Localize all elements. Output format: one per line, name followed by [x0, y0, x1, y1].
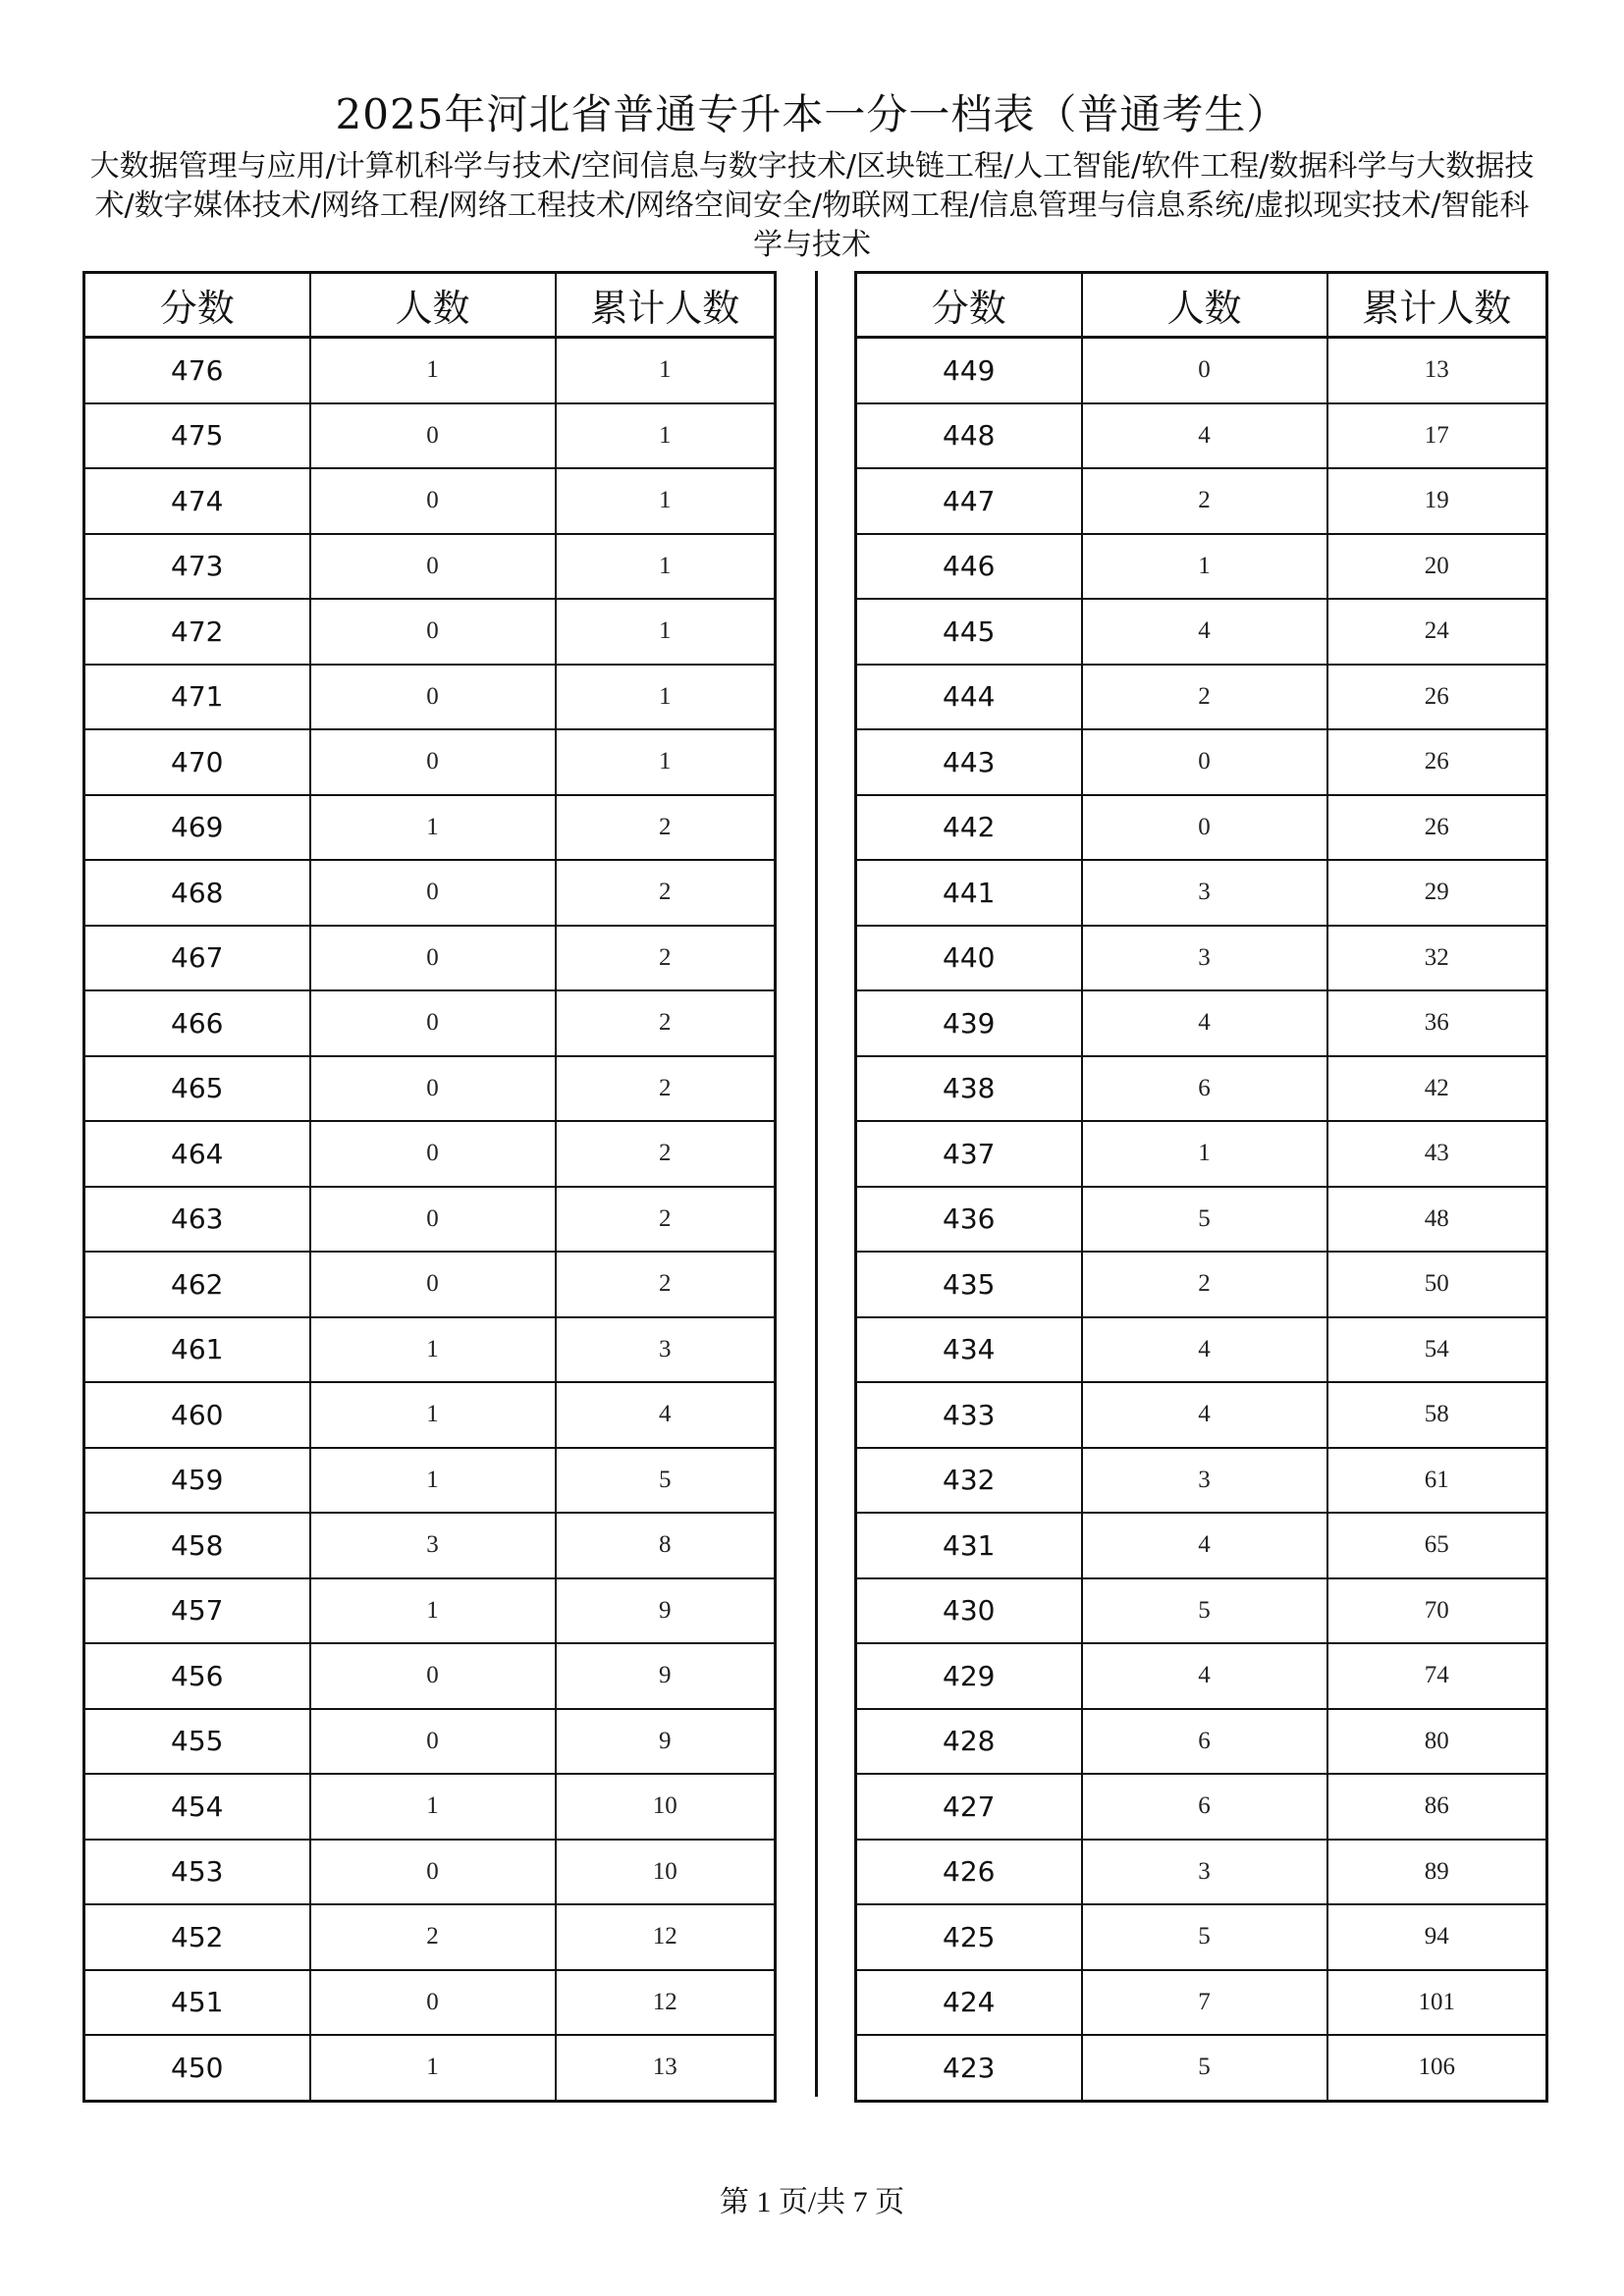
cumulative-cell: 2 — [556, 926, 776, 991]
cumulative-cell: 74 — [1327, 1643, 1547, 1709]
cumulative-cell: 1 — [556, 468, 776, 534]
count-cell: 2 — [1082, 665, 1327, 730]
table-row — [84, 795, 776, 861]
cumulative-cell: 2 — [556, 795, 776, 861]
cumulative-cell: 26 — [1327, 795, 1547, 861]
table-row — [856, 338, 1547, 403]
cumulative-cell: 13 — [556, 2035, 776, 2101]
score-cell: 471 — [84, 665, 310, 730]
score-cell: 428 — [856, 1709, 1082, 1775]
score-cell: 437 — [856, 1121, 1082, 1187]
score-cell: 434 — [856, 1317, 1082, 1383]
cumulative-cell: 2 — [556, 1121, 776, 1187]
header-cumulative: 累计人数 — [556, 273, 776, 338]
table-row — [856, 1187, 1547, 1253]
header-score: 分数 — [856, 273, 1082, 338]
table-row — [84, 2035, 776, 2101]
score-cell: 429 — [856, 1643, 1082, 1709]
score-cell: 430 — [856, 1578, 1082, 1644]
table-row — [856, 1317, 1547, 1383]
count-cell: 4 — [1082, 403, 1327, 469]
count-cell: 1 — [310, 1774, 556, 1840]
count-cell: 4 — [1082, 990, 1327, 1056]
count-cell: 0 — [310, 926, 556, 991]
table-row — [856, 1056, 1547, 1122]
table-row — [856, 2035, 1547, 2101]
cumulative-cell: 10 — [556, 1774, 776, 1840]
table-row — [84, 665, 776, 730]
table-row — [856, 599, 1547, 665]
count-cell: 0 — [310, 403, 556, 469]
score-cell: 474 — [84, 468, 310, 534]
cumulative-cell: 61 — [1327, 1448, 1547, 1514]
score-cell: 424 — [856, 1970, 1082, 2036]
score-cell: 451 — [84, 1970, 310, 2036]
cumulative-cell: 80 — [1327, 1709, 1547, 1775]
count-cell: 3 — [1082, 1840, 1327, 1905]
score-cell: 459 — [84, 1448, 310, 1514]
table-row — [84, 1643, 776, 1709]
score-cell: 436 — [856, 1187, 1082, 1253]
cumulative-cell: 1 — [556, 534, 776, 600]
table-row — [856, 1513, 1547, 1578]
cumulative-cell: 94 — [1327, 1904, 1547, 1970]
cumulative-cell: 1 — [556, 338, 776, 403]
page-title: 2025年河北省普通专升本一分一档表（普通考生） — [335, 90, 1289, 138]
count-cell: 1 — [310, 1578, 556, 1644]
score-cell: 455 — [84, 1709, 310, 1775]
cumulative-cell: 89 — [1327, 1840, 1547, 1905]
cumulative-cell: 32 — [1327, 926, 1547, 991]
count-cell: 0 — [310, 1187, 556, 1253]
table-row — [856, 1252, 1547, 1317]
table-row — [856, 665, 1547, 730]
count-cell: 0 — [310, 1970, 556, 2036]
score-cell: 448 — [856, 403, 1082, 469]
cumulative-cell: 24 — [1327, 599, 1547, 665]
count-cell: 5 — [1082, 1904, 1327, 1970]
cumulative-cell: 4 — [556, 1382, 776, 1448]
score-cell: 444 — [856, 665, 1082, 730]
cumulative-cell: 42 — [1327, 1056, 1547, 1122]
table-row — [856, 1840, 1547, 1905]
table-header-row — [856, 273, 1547, 338]
cumulative-cell: 70 — [1327, 1578, 1547, 1644]
table-row — [84, 403, 776, 469]
count-cell: 0 — [310, 1709, 556, 1775]
cumulative-cell: 48 — [1327, 1187, 1547, 1253]
score-cell: 439 — [856, 990, 1082, 1056]
count-cell: 1 — [1082, 534, 1327, 600]
score-cell: 427 — [856, 1774, 1082, 1840]
cumulative-cell: 101 — [1327, 1970, 1547, 2036]
cumulative-cell: 2 — [556, 1056, 776, 1122]
count-cell: 0 — [310, 534, 556, 600]
count-cell: 4 — [1082, 1643, 1327, 1709]
cumulative-cell: 9 — [556, 1643, 776, 1709]
score-cell: 457 — [84, 1578, 310, 1644]
score-cell: 458 — [84, 1513, 310, 1578]
table-row — [84, 1513, 776, 1578]
score-table-left — [82, 271, 777, 2103]
table-row — [856, 534, 1547, 600]
cumulative-cell: 9 — [556, 1578, 776, 1644]
count-cell: 0 — [310, 1121, 556, 1187]
cumulative-cell: 86 — [1327, 1774, 1547, 1840]
count-cell: 1 — [310, 1382, 556, 1448]
score-cell: 472 — [84, 599, 310, 665]
score-cell: 426 — [856, 1840, 1082, 1905]
major-list-subtitle: 大数据管理与应用/计算机科学与技术/空间信息与数字技术/区块链工程/人工智能/软件工程/数据科学与大数据技术/数字媒体技术/网络工程/网络工程技术/网络空间安全/物联网工程/信息管理与信息系统/虚拟现实技术/智能科学与技术 — [89, 149, 1535, 262]
score-cell: 443 — [856, 729, 1082, 795]
score-cell: 423 — [856, 2035, 1082, 2101]
table-row — [84, 1774, 776, 1840]
header-count: 人数 — [1082, 273, 1327, 338]
count-cell: 5 — [1082, 1578, 1327, 1644]
table-row — [84, 1709, 776, 1775]
count-cell: 3 — [1082, 1448, 1327, 1514]
count-cell: 0 — [310, 1840, 556, 1905]
count-cell: 4 — [1082, 599, 1327, 665]
score-cell: 441 — [856, 860, 1082, 926]
table-row — [856, 1448, 1547, 1514]
count-cell: 1 — [310, 338, 556, 403]
table-row — [84, 990, 776, 1056]
score-cell: 473 — [84, 534, 310, 600]
cumulative-cell: 1 — [556, 403, 776, 469]
score-cell: 465 — [84, 1056, 310, 1122]
cumulative-cell: 8 — [556, 1513, 776, 1578]
score-cell: 435 — [856, 1252, 1082, 1317]
count-cell: 0 — [310, 1643, 556, 1709]
count-cell: 6 — [1082, 1709, 1327, 1775]
table-row — [856, 990, 1547, 1056]
count-cell: 0 — [310, 599, 556, 665]
table-row — [84, 1187, 776, 1253]
table-header-row — [84, 273, 776, 338]
score-cell: 456 — [84, 1643, 310, 1709]
count-cell: 5 — [1082, 1187, 1327, 1253]
count-cell: 6 — [1082, 1774, 1327, 1840]
score-cell: 447 — [856, 468, 1082, 534]
cumulative-cell: 26 — [1327, 665, 1547, 730]
table-row — [84, 926, 776, 991]
table-row — [84, 1448, 776, 1514]
score-cell: 452 — [84, 1904, 310, 1970]
score-cell: 467 — [84, 926, 310, 991]
count-cell: 7 — [1082, 1970, 1327, 2036]
table-row — [84, 1317, 776, 1383]
cumulative-cell: 50 — [1327, 1252, 1547, 1317]
cumulative-cell: 43 — [1327, 1121, 1547, 1187]
table-row — [856, 926, 1547, 991]
count-cell: 6 — [1082, 1056, 1327, 1122]
page-footer: 第 1 页/共 7 页 — [719, 2186, 905, 2218]
cumulative-cell: 5 — [556, 1448, 776, 1514]
cumulative-cell: 12 — [556, 1970, 776, 2036]
count-cell: 1 — [1082, 1121, 1327, 1187]
cumulative-cell: 29 — [1327, 860, 1547, 926]
count-cell: 0 — [1082, 729, 1327, 795]
count-cell: 2 — [1082, 468, 1327, 534]
table-row — [856, 468, 1547, 534]
score-cell: 468 — [84, 860, 310, 926]
cumulative-cell: 2 — [556, 1187, 776, 1253]
cumulative-cell: 19 — [1327, 468, 1547, 534]
table-row — [856, 403, 1547, 469]
score-cell: 462 — [84, 1252, 310, 1317]
score-cell: 453 — [84, 1840, 310, 1905]
score-cell: 454 — [84, 1774, 310, 1840]
cumulative-cell: 54 — [1327, 1317, 1547, 1383]
cumulative-cell: 2 — [556, 1252, 776, 1317]
cumulative-cell: 106 — [1327, 2035, 1547, 2101]
score-cell: 431 — [856, 1513, 1082, 1578]
cumulative-cell: 1 — [556, 665, 776, 730]
cumulative-cell: 58 — [1327, 1382, 1547, 1448]
cumulative-cell: 36 — [1327, 990, 1547, 1056]
score-cell: 450 — [84, 2035, 310, 2101]
score-cell: 440 — [856, 926, 1082, 991]
cumulative-cell: 65 — [1327, 1513, 1547, 1578]
count-cell: 0 — [310, 729, 556, 795]
header-count: 人数 — [310, 273, 556, 338]
count-cell: 0 — [310, 860, 556, 926]
table-row — [856, 1970, 1547, 2036]
count-cell: 0 — [310, 1252, 556, 1317]
table-row — [84, 1970, 776, 2036]
score-cell: 475 — [84, 403, 310, 469]
score-cell: 476 — [84, 338, 310, 403]
cumulative-cell: 26 — [1327, 729, 1547, 795]
cumulative-cell: 13 — [1327, 338, 1547, 403]
header-cumulative: 累计人数 — [1327, 273, 1547, 338]
count-cell: 0 — [1082, 338, 1327, 403]
count-cell: 3 — [1082, 860, 1327, 926]
count-cell: 2 — [310, 1904, 556, 1970]
table-row — [84, 1121, 776, 1187]
count-cell: 0 — [310, 1056, 556, 1122]
cumulative-cell: 2 — [556, 990, 776, 1056]
column-divider — [815, 271, 818, 2097]
table-row — [84, 1840, 776, 1905]
table-row — [856, 1578, 1547, 1644]
table-row — [84, 1382, 776, 1448]
score-cell: 463 — [84, 1187, 310, 1253]
table-row — [856, 1643, 1547, 1709]
table-row — [856, 1709, 1547, 1775]
table-row — [84, 1252, 776, 1317]
table-row — [84, 599, 776, 665]
score-cell: 433 — [856, 1382, 1082, 1448]
cumulative-cell: 3 — [556, 1317, 776, 1383]
score-cell: 469 — [84, 795, 310, 861]
score-cell: 446 — [856, 534, 1082, 600]
count-cell: 3 — [1082, 926, 1327, 991]
score-cell: 461 — [84, 1317, 310, 1383]
count-cell: 2 — [1082, 1252, 1327, 1317]
count-cell: 4 — [1082, 1513, 1327, 1578]
header-score: 分数 — [84, 273, 310, 338]
count-cell: 0 — [1082, 795, 1327, 861]
count-cell: 1 — [310, 2035, 556, 2101]
score-table-right — [854, 271, 1548, 2103]
score-cell: 438 — [856, 1056, 1082, 1122]
table-row — [856, 860, 1547, 926]
score-cell: 449 — [856, 338, 1082, 403]
table-row — [84, 534, 776, 600]
cumulative-cell: 20 — [1327, 534, 1547, 600]
table-row — [84, 338, 776, 403]
table-row — [856, 1121, 1547, 1187]
table-row — [856, 729, 1547, 795]
score-cell: 425 — [856, 1904, 1082, 1970]
score-cell: 442 — [856, 795, 1082, 861]
score-cell: 470 — [84, 729, 310, 795]
score-cell: 432 — [856, 1448, 1082, 1514]
count-cell: 1 — [310, 795, 556, 861]
count-cell: 4 — [1082, 1317, 1327, 1383]
cumulative-cell: 17 — [1327, 403, 1547, 469]
count-cell: 1 — [310, 1317, 556, 1383]
table-row — [84, 1578, 776, 1644]
score-cell: 460 — [84, 1382, 310, 1448]
table-row — [856, 795, 1547, 861]
count-cell: 0 — [310, 990, 556, 1056]
table-row — [84, 729, 776, 795]
table-row — [84, 1056, 776, 1122]
count-cell: 5 — [1082, 2035, 1327, 2101]
cumulative-cell: 1 — [556, 729, 776, 795]
count-cell: 0 — [310, 665, 556, 730]
count-cell: 4 — [1082, 1382, 1327, 1448]
cumulative-cell: 1 — [556, 599, 776, 665]
table-row — [84, 468, 776, 534]
cumulative-cell: 9 — [556, 1709, 776, 1775]
cumulative-cell: 2 — [556, 860, 776, 926]
score-cell: 445 — [856, 599, 1082, 665]
cumulative-cell: 10 — [556, 1840, 776, 1905]
count-cell: 1 — [310, 1448, 556, 1514]
table-row — [84, 1904, 776, 1970]
score-cell: 464 — [84, 1121, 310, 1187]
count-cell: 3 — [310, 1513, 556, 1578]
cumulative-cell: 12 — [556, 1904, 776, 1970]
score-cell: 466 — [84, 990, 310, 1056]
count-cell: 0 — [310, 468, 556, 534]
table-row — [856, 1904, 1547, 1970]
table-row — [856, 1382, 1547, 1448]
table-row — [856, 1774, 1547, 1840]
table-row — [84, 860, 776, 926]
